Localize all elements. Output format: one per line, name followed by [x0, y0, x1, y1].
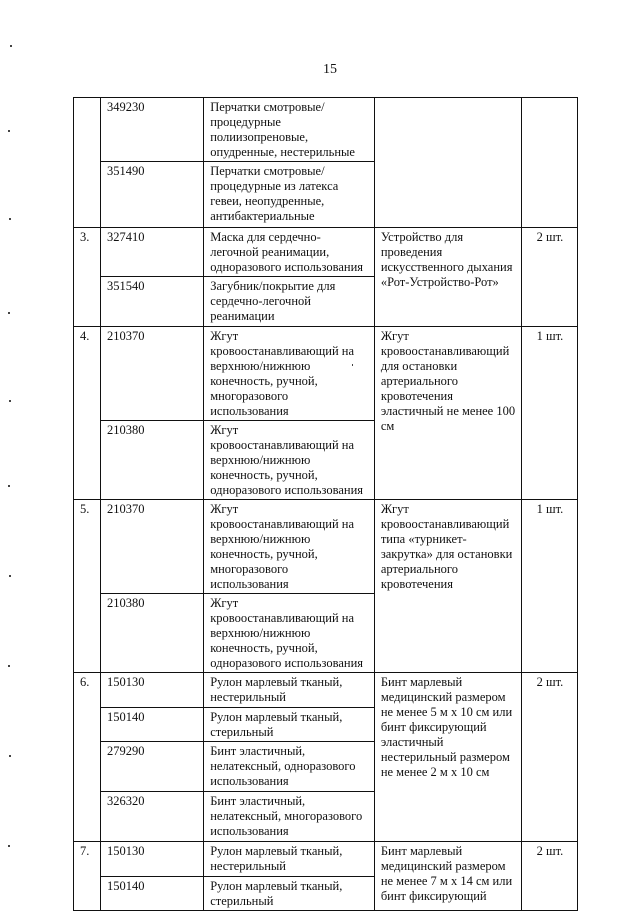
item-number: 3. [74, 228, 101, 327]
product-code: 150130 [100, 673, 203, 708]
product-code: 210370 [100, 500, 203, 594]
requirement-text: Жгут кровоостанавливающий типа «турникет-закрутка» для остановки артериального кровотечения [374, 500, 521, 673]
item-number: 5. [74, 500, 101, 673]
scan-speck [8, 130, 10, 132]
product-code: 210380 [100, 594, 203, 673]
scan-speck [8, 845, 10, 847]
product-name: Рулон марлевый тканый, нестерильный [204, 842, 375, 877]
table-row [74, 842, 578, 877]
product-name: Загубник/покрытие для сердечно-легочной реанимации [204, 277, 375, 327]
quantity [521, 98, 577, 228]
requirement-text: Жгут кровоостанавливающий для остановки артериального кровотечения эластичный не менее 100 см [374, 327, 521, 500]
product-code: 349230 [100, 98, 203, 162]
quantity: 2 шт. [521, 842, 577, 911]
quantity: 2 шт. [521, 673, 577, 842]
product-code: 150140 [100, 877, 203, 911]
product-name: Перчатки смотровые/ процедурные из латекса гевеи, неопудренные, антибактериальные [204, 162, 375, 228]
quantity: 1 шт. [521, 327, 577, 500]
requirement-text [374, 98, 521, 228]
product-name: Жгут кровоостанавливающий на верхнюю/нижнюю конечность, ручной, одноразового использования [204, 594, 375, 673]
scan-speck [8, 312, 10, 314]
table-row [74, 98, 578, 162]
product-code: 351490 [100, 162, 203, 228]
scan-speck [352, 364, 353, 366]
page-number: 15 [323, 62, 337, 77]
equipment-table [73, 97, 578, 911]
product-name: Жгут кровоостанавливающий на верхнюю/нижнюю конечность, ручной, многоразового использования [204, 500, 375, 594]
product-name: Бинт эластичный, нелатексный, одноразового использования [204, 742, 375, 792]
product-code: 210380 [100, 421, 203, 500]
product-name: Жгут кровоостанавливающий на верхнюю/нижнюю конечность, ручной, многоразового использования [204, 327, 375, 421]
product-code: 351540 [100, 277, 203, 327]
product-name: Рулон марлевый тканый, стерильный [204, 877, 375, 911]
product-code: 326320 [100, 792, 203, 842]
product-name: Рулон марлевый тканый, нестерильный [204, 673, 375, 708]
scan-speck [8, 665, 10, 667]
table-body [74, 98, 578, 911]
scan-speck [9, 400, 11, 402]
item-number: 7. [74, 842, 101, 911]
product-code: 210370 [100, 327, 203, 421]
item-number: 4. [74, 327, 101, 500]
table-row [74, 228, 578, 277]
quantity: 1 шт. [521, 500, 577, 673]
table-row [74, 327, 578, 421]
scan-speck [8, 485, 10, 487]
table-row [74, 673, 578, 708]
item-number: 6. [74, 673, 101, 842]
product-name: Бинт эластичный, нелатексный, многоразового использования [204, 792, 375, 842]
item-number [74, 98, 101, 228]
product-code: 150140 [100, 708, 203, 742]
scan-speck [9, 755, 11, 757]
product-name: Жгут кровоостанавливающий на верхнюю/нижнюю конечность, ручной, одноразового использования [204, 421, 375, 500]
product-code: 327410 [100, 228, 203, 277]
scan-speck [10, 45, 12, 47]
product-name: Рулон марлевый тканый, стерильный [204, 708, 375, 742]
requirement-text: Бинт марлевый медицинский размером не менее 7 м х 14 см или бинт фиксирующий [374, 842, 521, 911]
product-name: Маска для сердечно-легочной реанимации, одноразового использования [204, 228, 375, 277]
quantity: 2 шт. [521, 228, 577, 327]
table-row [74, 500, 578, 594]
requirement-text: Бинт марлевый медицинский размером не менее 5 м х 10 см или бинт фиксирующий эластичный нестерильный размером не менее 2 м х 10 см [374, 673, 521, 842]
scan-speck [9, 575, 11, 577]
product-name: Перчатки смотровые/ процедурные полиизопреновые, опудренные, нестерильные [204, 98, 375, 162]
requirement-text: Устройство для проведения искусственного дыхания «Рот-Устройство-Рот» [374, 228, 521, 327]
product-code: 150130 [100, 842, 203, 877]
product-code: 279290 [100, 742, 203, 792]
scan-speck [9, 218, 11, 220]
